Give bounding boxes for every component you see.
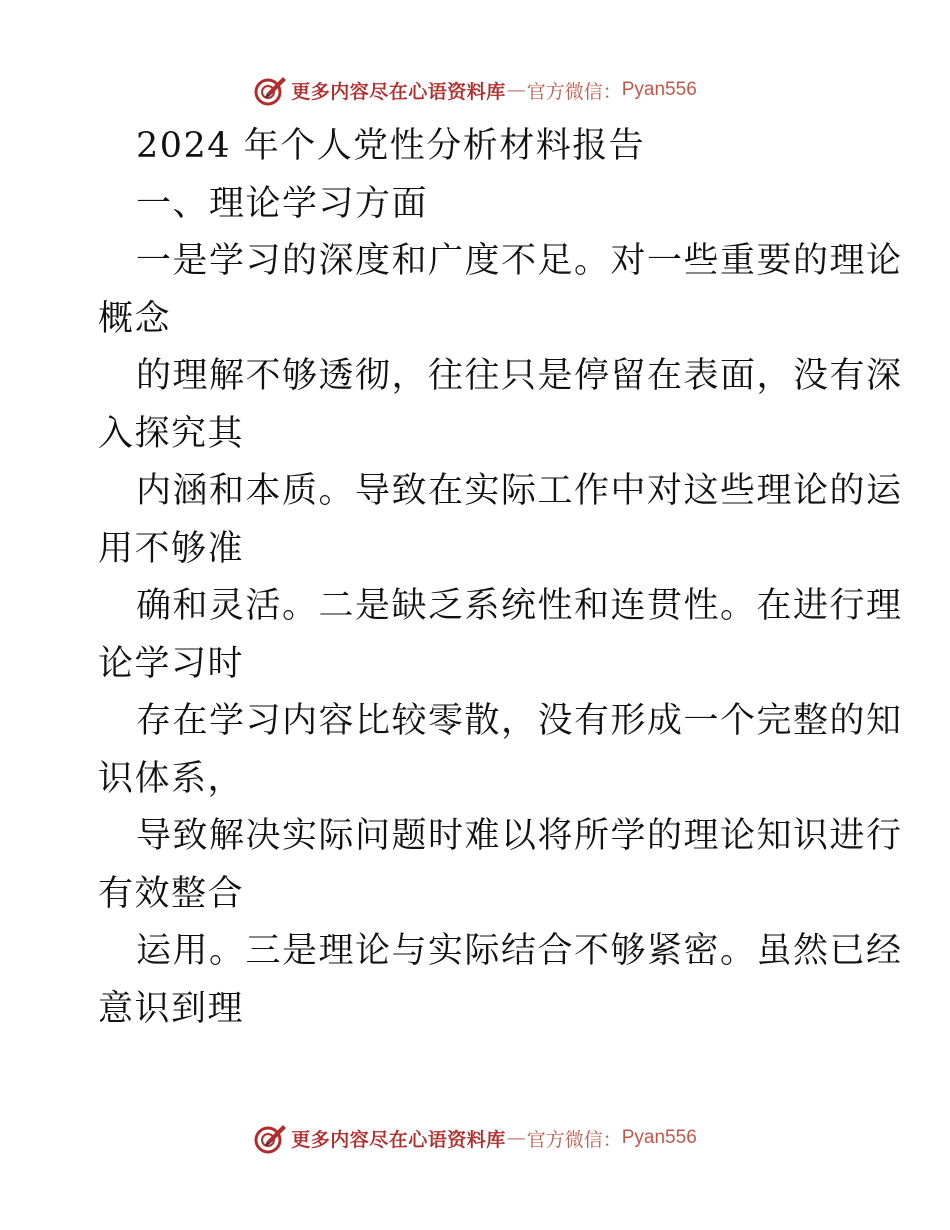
footer-banner-separator: — [506, 1127, 526, 1149]
document-body [98, 118, 903, 1038]
text-line: 导致解决实际问题时难以将所学的理论知识进行 [136, 816, 903, 856]
footer-banner-wechat-label: 官方微信： [526, 1128, 622, 1151]
pen-logo-icon [253, 73, 287, 107]
text-line: 一是学习的深度和广度不足。对一些重要的理论 [136, 241, 903, 281]
header-banner-separator: — [506, 79, 526, 101]
header-banner-title: 更多内容尽在心语资料库 [291, 80, 506, 103]
text-line: 用不够准 [98, 528, 245, 569]
footer-banner-title: 更多内容尽在心语资料库 [291, 1128, 506, 1151]
text-line: 论学习时 [98, 643, 245, 684]
text-line: 入探究其 [98, 413, 245, 454]
text-line: 存在学习内容比较零散，没有形成一个完整的知 [136, 701, 903, 741]
header-banner-wechat-id: Pyan556 [621, 79, 697, 100]
text-line: 概念 [98, 298, 172, 339]
pen-logo-icon [253, 1121, 287, 1155]
text-line: 意识到理 [98, 988, 245, 1029]
text-line: 运用。三是理论与实际结合不够紧密。虽然已经 [136, 931, 903, 971]
document-title: 2024 年个人党性分析材料报告 [136, 126, 646, 166]
header-banner-wechat-label: 官方微信： [526, 80, 622, 103]
section-heading: 一、理论学习方面 [136, 183, 429, 224]
text-line: 内涵和本质。导致在实际工作中对这些理论的运 [136, 471, 903, 511]
header-banner [0, 70, 950, 110]
footer-banner-wechat-id: Pyan556 [621, 1127, 697, 1148]
footer-banner [0, 1118, 950, 1158]
text-line: 的理解不够透彻，往往只是停留在表面，没有深 [136, 356, 903, 396]
text-line: 识体系， [98, 758, 245, 799]
text-line: 确和灵活。二是缺乏系统性和连贯性。在进行理 [136, 586, 903, 626]
text-line: 有效整合 [98, 873, 245, 914]
